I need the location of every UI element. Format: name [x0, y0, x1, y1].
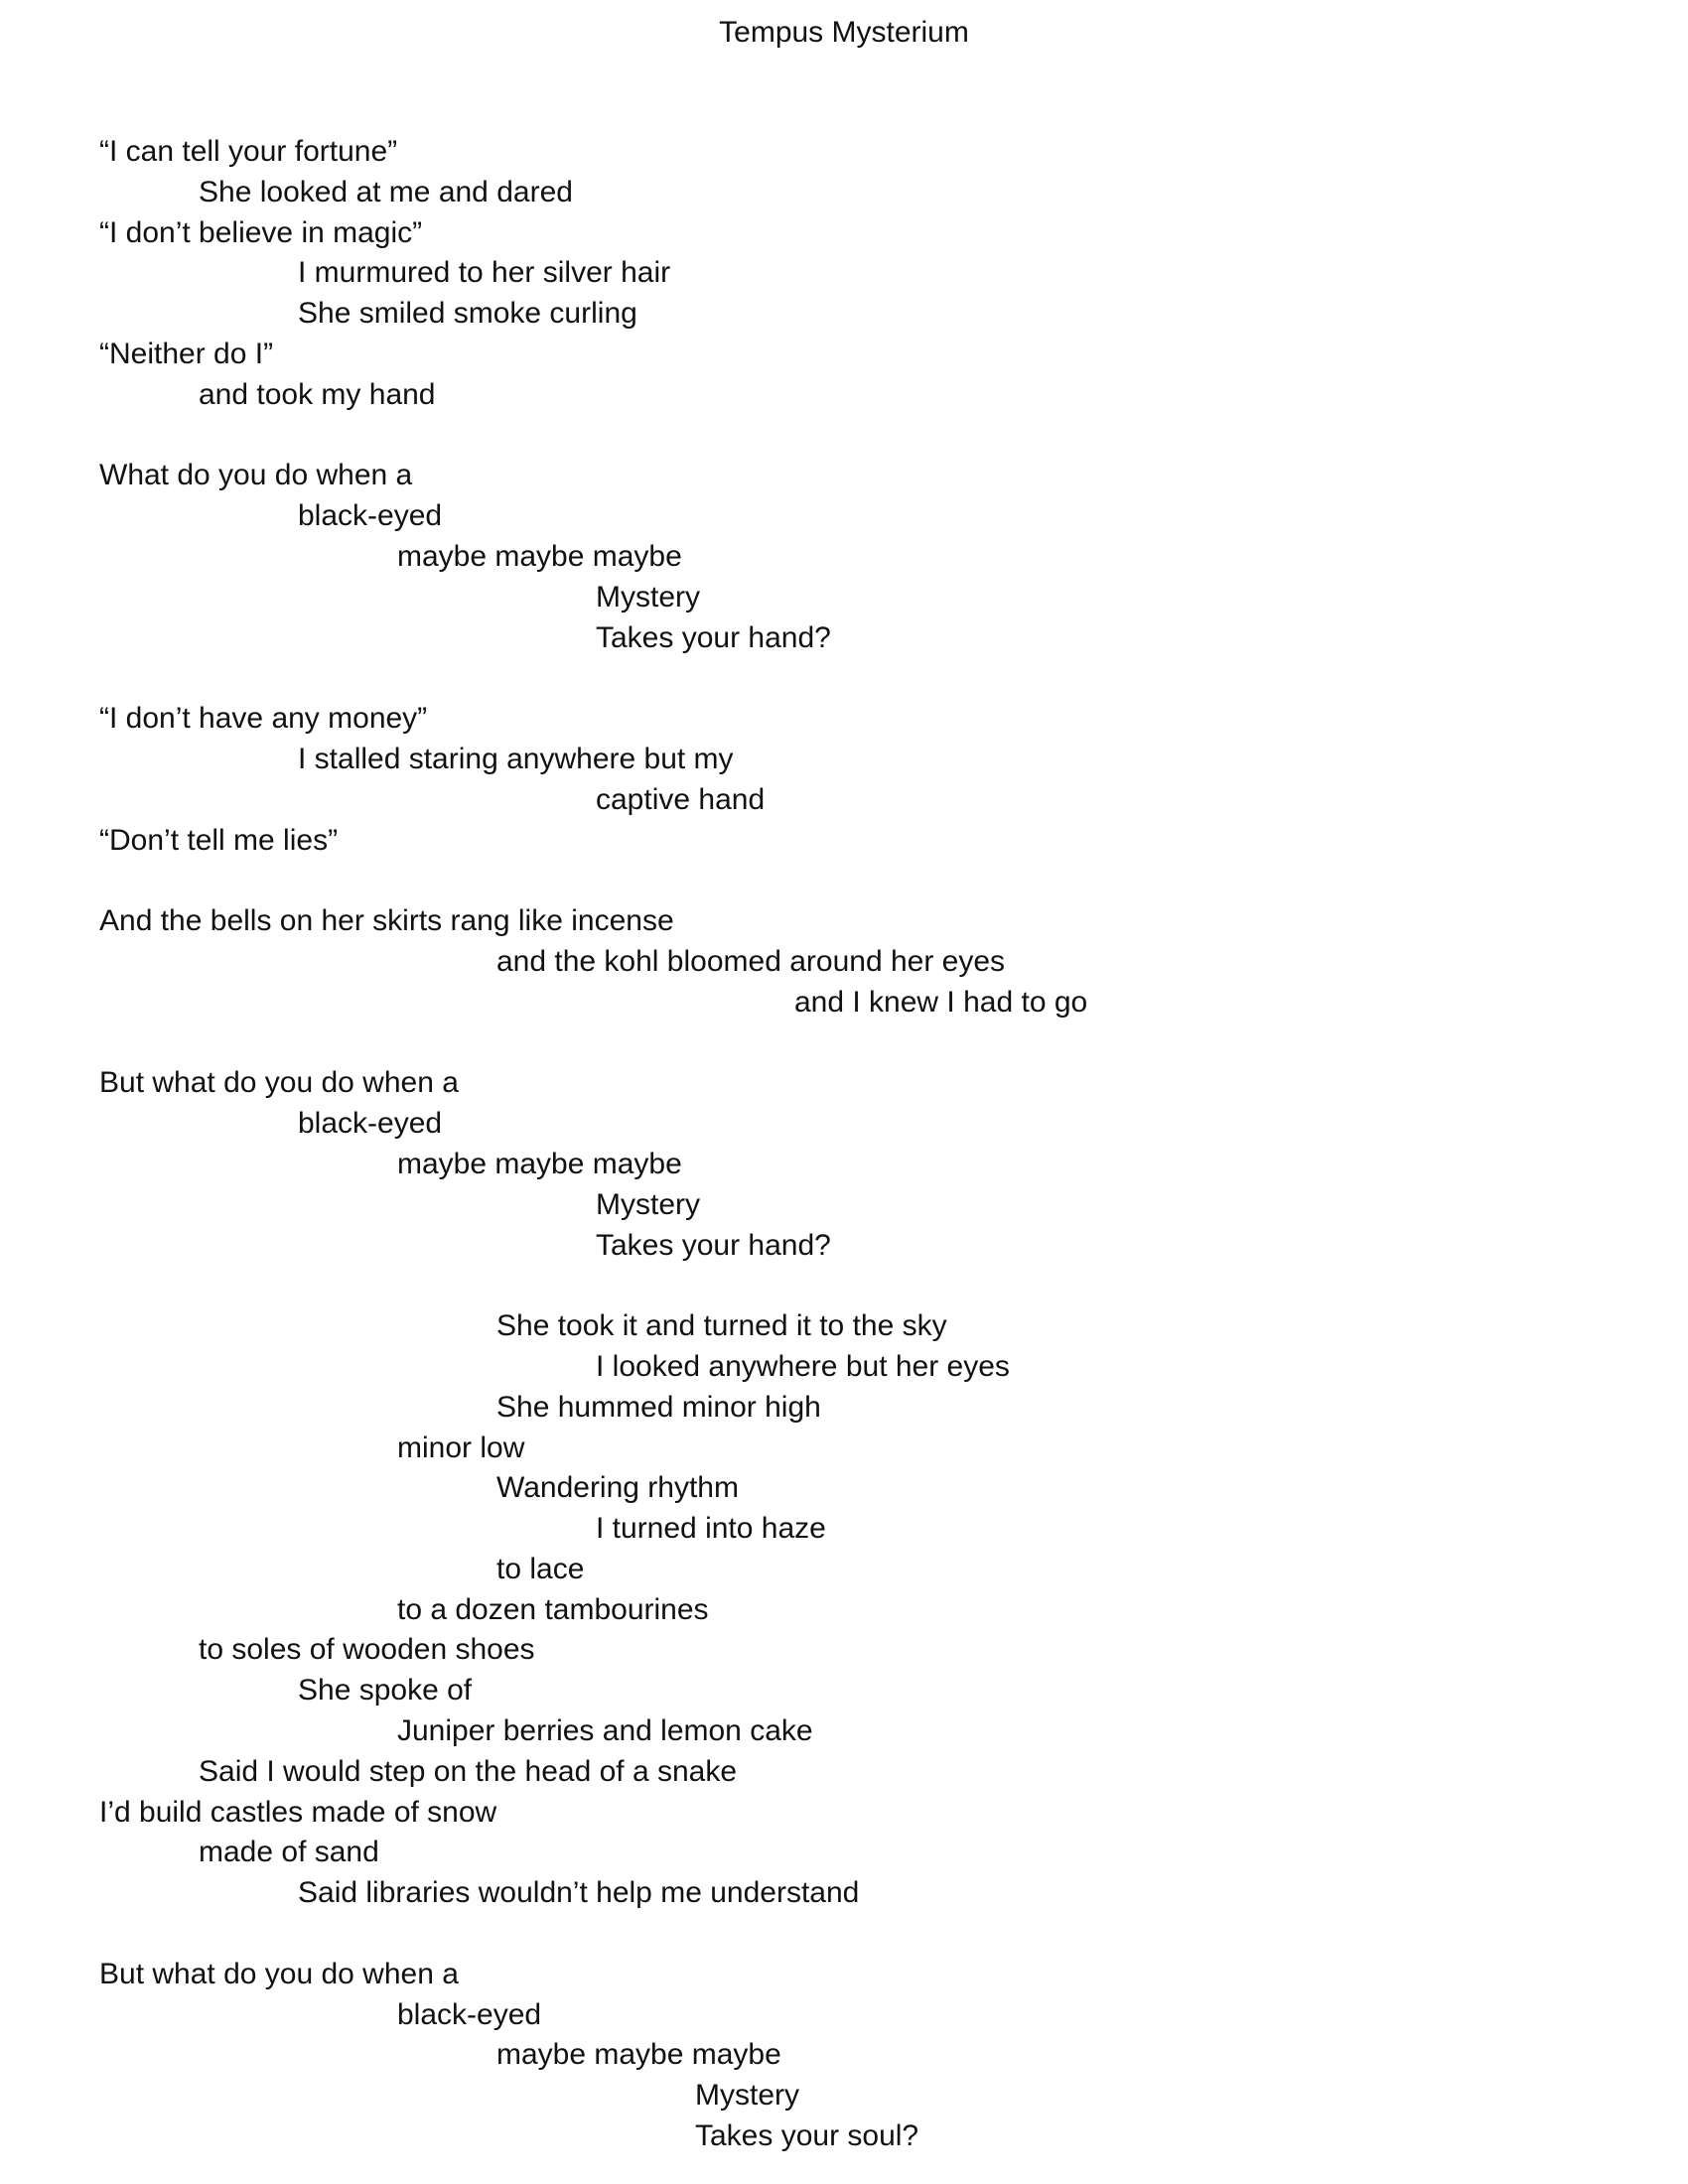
poem-line: black-eyed — [298, 1107, 443, 1141]
poem-line: and I knew I had to go — [794, 985, 1088, 1019]
poem-line: Mystery — [695, 2079, 799, 2113]
poem-line: “Don’t tell me lies” — [99, 823, 339, 857]
poem-line: Said libraries wouldn’t help me understand — [298, 1876, 860, 1910]
poem-line: to a dozen tambourines — [397, 1592, 709, 1626]
stanza-break — [0, 1024, 1688, 1064]
poem-line: maybe maybe maybe — [397, 539, 682, 573]
poem-line: made of sand — [199, 1836, 379, 1869]
poem-line: But what do you do when a — [99, 1066, 459, 1100]
poem-line: maybe maybe maybe — [397, 1147, 682, 1180]
poem-line: “Neither do I” — [99, 337, 274, 370]
poem-line: “I don’t believe in magic” — [99, 215, 423, 249]
poem-line: She took it and turned it to the sky — [496, 1309, 947, 1343]
poem-line: black-eyed — [298, 499, 443, 533]
poem-line: But what do you do when a — [99, 1957, 459, 1990]
stanza-break — [0, 861, 1688, 901]
poem-line: And the bells on her skirts rang like incense — [99, 904, 674, 938]
poem-line: “I don’t have any money” — [99, 702, 428, 736]
poem-title: Tempus Mysterium — [719, 16, 969, 49]
poem-line: and the kohl bloomed around her eyes — [496, 944, 1006, 978]
poem-line: I murmured to her silver hair — [298, 256, 671, 290]
poem-line: She smiled smoke curling — [298, 297, 637, 331]
poem-line: to soles of wooden shoes — [199, 1633, 535, 1667]
poem-body — [0, 132, 1688, 2157]
poem-line: What do you do when a — [99, 459, 413, 492]
poem-line: Mystery — [596, 580, 700, 614]
poem-line: black-eyed — [397, 1997, 542, 2031]
poem-line: captive hand — [596, 782, 766, 816]
poem-line: “I can tell your fortune” — [99, 135, 398, 168]
stanza-break — [0, 416, 1688, 457]
poem-line: She looked at me and dared — [199, 175, 573, 208]
poem-line: to lace — [496, 1552, 585, 1585]
poem-line: Takes your hand? — [596, 1228, 831, 1262]
stanza-break — [0, 658, 1688, 699]
poem-line: I stalled staring anywhere but my — [298, 742, 734, 775]
poem-line: Wandering rhythm — [496, 1471, 739, 1505]
poem-line: I looked anywhere but her eyes — [596, 1349, 1010, 1383]
poem-line: Takes your soul? — [695, 2119, 919, 2153]
poem-line: Takes your hand? — [596, 620, 831, 654]
stanza-break — [0, 1266, 1688, 1306]
poem-line: I turned into haze — [596, 1512, 826, 1546]
poem-line: Mystery — [596, 1187, 700, 1221]
poem-line: minor low — [397, 1431, 525, 1464]
poem-line: Said I would step on the head of a snake — [199, 1754, 738, 1788]
poem-line: Juniper berries and lemon cake — [397, 1714, 813, 1748]
poem-line: and took my hand — [199, 377, 436, 411]
poem-line: She spoke of — [298, 1674, 473, 1707]
poem-line: maybe maybe maybe — [496, 2038, 781, 2072]
poem-line: I’d build castles made of snow — [99, 1795, 497, 1829]
stanza-break — [0, 1914, 1688, 1955]
poem-line: She hummed minor high — [496, 1390, 821, 1424]
